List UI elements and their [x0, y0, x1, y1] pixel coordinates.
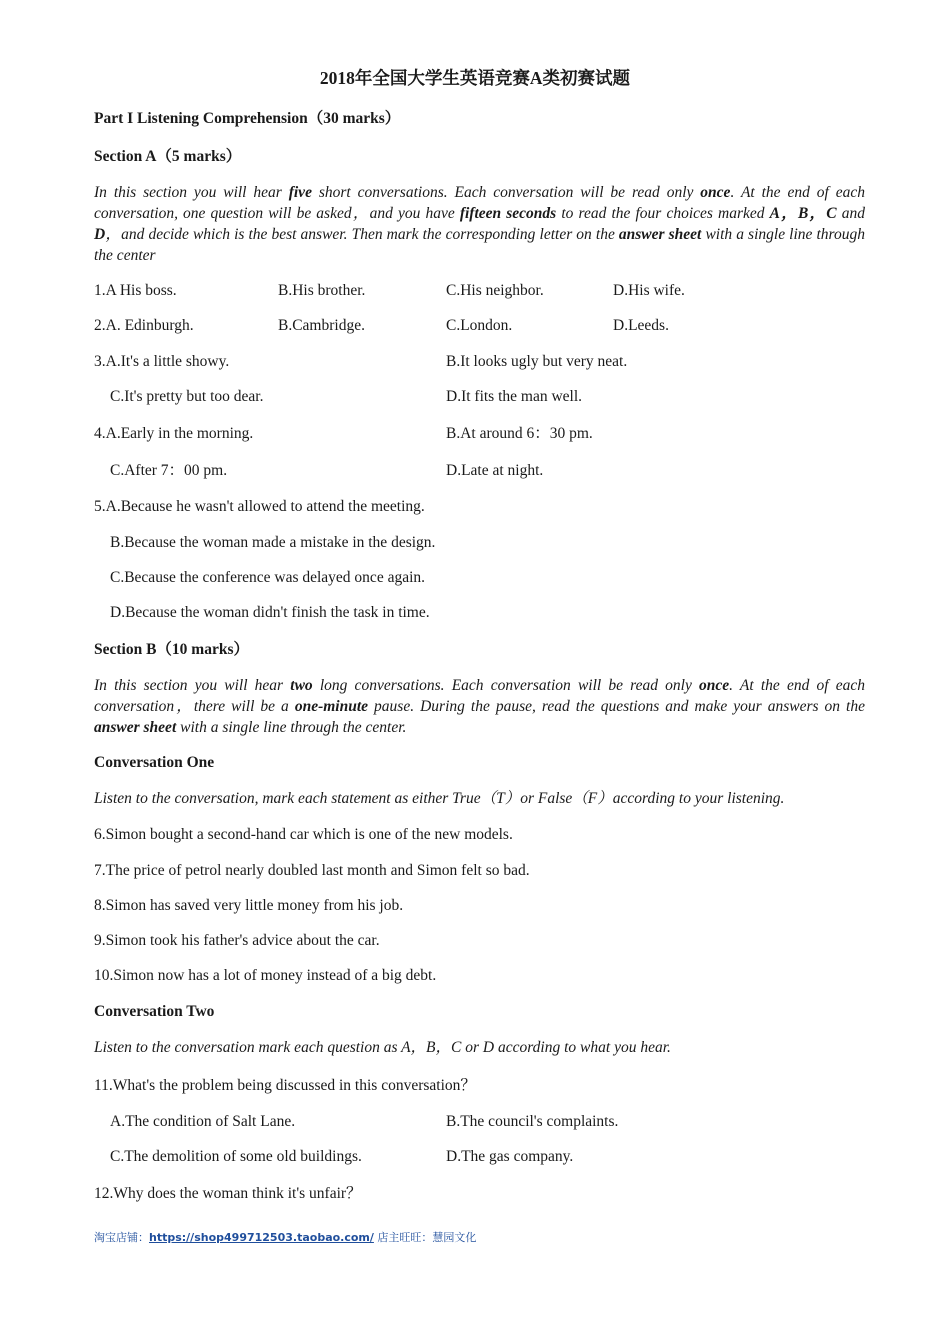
question-2-option-d: D.Leeds.: [613, 317, 669, 334]
footer-owner: 店主旺旺：慧园文化: [373, 1231, 477, 1244]
statement-9: 9.Simon took his father's advice about the car.: [94, 932, 380, 949]
question-5-option-c: C.Because the conference was delayed once again.: [110, 569, 426, 586]
statement-8: 8.Simon has saved very little money from his job.: [94, 897, 404, 914]
section-a-instructions: In this section you will hear five short conversations. Each conversation will be read only once. At the end of each conversation, one question will be asked，and you have fifteen seconds to read the four choices marked A，B，C and D，and decide which is the best answer. Then mark the corresponding letter on the answer sheet with a single line through the center: [94, 184, 866, 264]
part-heading: Part I Listening Comprehension（30 marks）: [94, 110, 401, 127]
footer-shop-info: [94, 1229, 476, 1245]
question-1-option-b: B.His brother.: [278, 282, 366, 299]
question-12: 12.Why does the woman think it's unfair？: [94, 1185, 362, 1202]
question-4-option-a: 4.A.Early in the morning.: [94, 425, 254, 442]
question-3-option-d: D.It fits the man well.: [446, 388, 583, 405]
question-11-option-b: B.The council's complaints.: [446, 1113, 619, 1130]
question-3-option-c: C.It's pretty but too dear.: [110, 388, 264, 405]
question-11-option-c: C.The demolition of some old buildings.: [110, 1148, 362, 1165]
question-11-option-d: D.The gas company.: [446, 1148, 574, 1165]
question-4-option-b: B.At around 6：30 pm.: [446, 425, 593, 442]
question-5-option-a: 5.A.Because he wasn't allowed to attend the meeting.: [94, 498, 425, 515]
conversation-one-heading: Conversation One: [94, 754, 215, 771]
question-2-option-c: C.London.: [446, 317, 513, 334]
question-1-option-d: D.His wife.: [613, 282, 685, 299]
section-b-instructions: In this section you will hear two long conversations. Each conversation will be read only once. At the end of each conversation，there will be a one-minute pause. During the pause, read the questions and make your answers on the answer sheet with a single line through the center.: [94, 677, 865, 736]
statement-6: 6.Simon bought a second-hand car which is one of the new models.: [94, 826, 513, 843]
footer-label: 淘宝店铺：: [94, 1231, 149, 1244]
question-11: 11.What's the problem being discussed in this conversation？: [94, 1077, 476, 1094]
shop-link[interactable]: https://shop499712503.taobao.com/: [149, 1231, 374, 1244]
question-1-option-c: C.His neighbor.: [446, 282, 544, 299]
section-b-heading: Section B（10 marks）: [94, 641, 250, 658]
conversation-two-heading: Conversation Two: [94, 1003, 215, 1020]
question-4-option-d: D.Late at night.: [446, 462, 544, 479]
question-4-option-c: C.After 7：00 pm.: [110, 462, 228, 479]
section-a-heading: Section A（5 marks）: [94, 148, 242, 165]
conversation-two-instructions: Listen to the conversation mark each question as A，B，C or D according to what you hear.: [94, 1039, 671, 1056]
question-1-option-a: 1.A His boss.: [94, 282, 177, 299]
question-3-option-b: B.It looks ugly but very neat.: [446, 353, 628, 370]
statement-10: 10.Simon now has a lot of money instead of a big debt.: [94, 967, 437, 984]
question-2-option-b: B.Cambridge.: [278, 317, 365, 334]
question-2-option-a: 2.A. Edinburgh.: [94, 317, 194, 334]
statement-7: 7.The price of petrol nearly doubled last month and Simon felt so bad.: [94, 862, 530, 879]
question-5-option-d: D.Because the woman didn't finish the task in time.: [110, 604, 430, 621]
page-title: 2018年全国大学生英语竞赛A类初赛试题: [319, 68, 631, 88]
question-5-option-b: B.Because the woman made a mistake in the design.: [110, 534, 436, 551]
question-3-option-a: 3.A.It's a little showy.: [94, 353, 230, 370]
conversation-one-instructions: Listen to the conversation, mark each statement as either True（T）or False（F）according to your listening.: [94, 790, 785, 807]
question-11-option-a: A.The condition of Salt Lane.: [110, 1113, 296, 1130]
